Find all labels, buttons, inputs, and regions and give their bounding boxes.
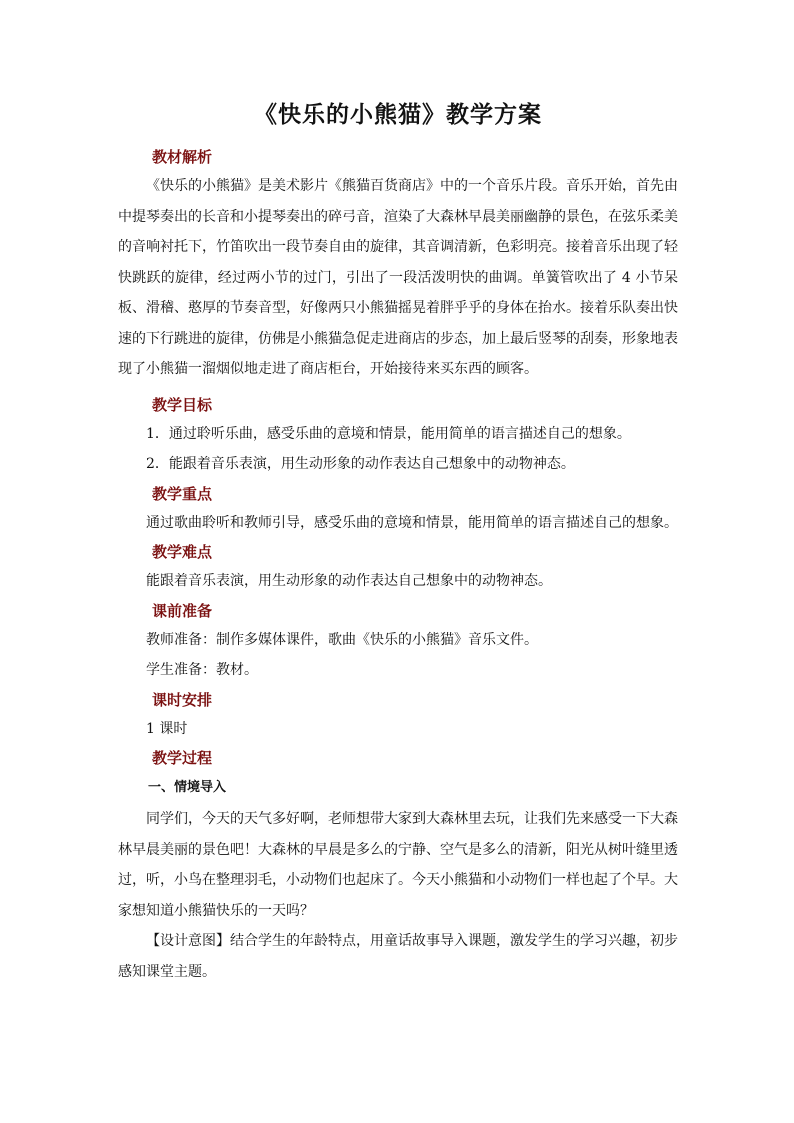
student-preparation: 学生准备：教材。 bbox=[146, 662, 258, 678]
heading-key-points: 教学重点 bbox=[152, 484, 213, 503]
design-intent-text: 【设计意图】结合学生的年龄特点，用童话故事导入课题，激发学生的学习兴趣，初步感知课堂主题。 bbox=[118, 933, 678, 980]
heading-schedule: 课时安排 bbox=[152, 690, 213, 709]
heading-process: 教学过程 bbox=[152, 749, 213, 767]
difficulties-text: 能跟着音乐表演，用生动形象的动作表达自己想象中的动物神态。 bbox=[146, 573, 552, 589]
analysis-paragraph: 《快乐的小熊猫》是美术影片《熊猫百货商店》中的一个音乐片段。音乐开始，首先由中提琴奏出的长音和小提琴奏出的碎弓音，渲染了大森林早晨美丽幽静的景色，在弦乐柔美的音响衬托下，竹笛吹出一段节奏自由的旋律，其音调清新，色彩明亮。接着音乐出现了轻快跳跃的旋律，经过两小节的过门，引出了一段活泼明快的曲调。单簧管吹出了 4 小节呆板、滑稽、憨厚的节奏音型，好像两只小熊猫摇晃着胖乎乎的身体在抬水。接着乐队奏出快速的下行跳进的旋律，仿佛是小熊猫急促走进商店的步态，加上最后竖琴的刮奏，形象地表现了小熊猫一溜烟似地走进了商店柜台，开始接待来买东西的顾客。 bbox=[118, 178, 678, 377]
goal-item-2: 2．能跟着音乐表演，用生动形象的动作表达自己想象中的动物神态。 bbox=[146, 456, 575, 472]
heading-goals: 教学目标 bbox=[152, 395, 213, 414]
key-points-text: 通过歌曲聆听和教师引导，感受乐曲的意境和情景，能用简单的语言描述自己的想象。 bbox=[146, 514, 678, 531]
page-title: 《快乐的小熊猫》教学方案 bbox=[254, 101, 542, 128]
heading-difficulties: 教学难点 bbox=[152, 543, 213, 561]
document-page bbox=[118, 96, 678, 987]
heading-preparation: 课前准备 bbox=[152, 601, 213, 620]
process-step-1-text: 同学们，今天的天气多好啊，老师想带大家到大森林里去玩，让我们先来感受一下大森林早晨美丽的景色吧！大森林的早晨是多么的宁静、空气是多么的清新，阳光从树叶缝里透过，听，小鸟在整理羽毛，小动物们也起床了。今天小熊猫和小动物们一样也起了个早。大家想知道小熊猫快乐的一天吗？ bbox=[118, 811, 678, 919]
teacher-preparation: 教师准备：制作多媒体课件，歌曲《快乐的小熊猫》音乐文件。 bbox=[146, 631, 538, 648]
process-step-1-title: 一、情境导入 bbox=[148, 780, 227, 795]
schedule-text: 1 课时 bbox=[146, 720, 188, 737]
heading-analysis: 教材解析 bbox=[152, 148, 213, 166]
goal-item-1: 1．通过聆听乐曲，感受乐曲的意境和情景，能用简单的语言描述自己的想象。 bbox=[146, 425, 631, 442]
